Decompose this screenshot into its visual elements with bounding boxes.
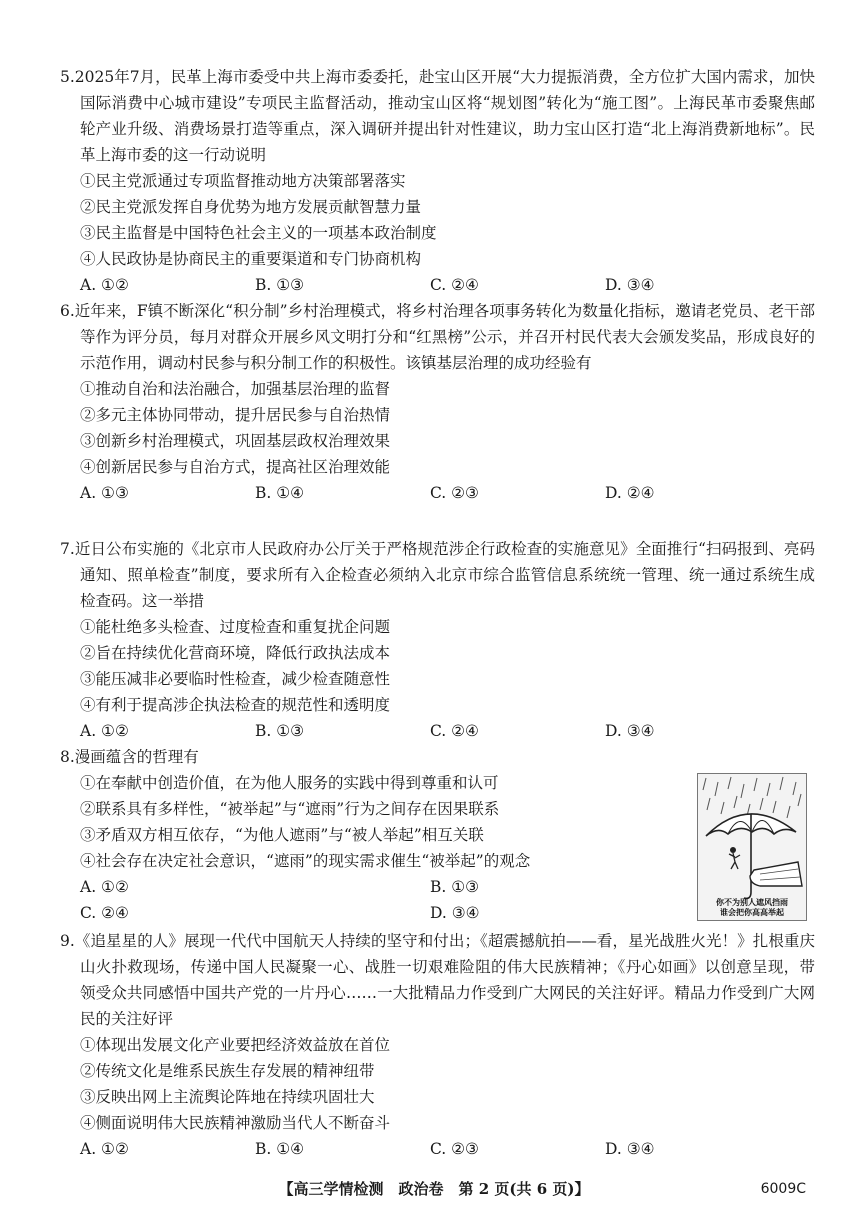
statement-option: ②多元主体协同带动，提升居民参与自治热情 — [80, 406, 391, 424]
statement-option: ②民主党派发挥自身优势为地方发展贡献智慧力量 — [80, 198, 422, 216]
choice-c[interactable]: C. ②③ — [430, 484, 479, 502]
choice-c[interactable]: C. ②④ — [430, 276, 479, 294]
choice-a[interactable]: A. ①② — [80, 722, 129, 740]
statement-option: ②旨在持续优化营商环境，降低行政执法成本 — [80, 644, 391, 662]
statement-option: ④有利于提高涉企执法检查的规范性和透明度 — [80, 696, 391, 714]
statement-option: ③创新乡村治理模式，巩固基层政权治理效果 — [80, 432, 391, 450]
cartoon-caption — [698, 898, 806, 918]
statement-option: ②联系具有多样性，“被举起”与“遮雨”行为之间存在因果联系 — [80, 800, 500, 818]
statement-option: ④侧面说明伟大民族精神激励当代人不断奋斗 — [80, 1114, 391, 1132]
choice-a[interactable]: A. ①② — [80, 1140, 129, 1158]
choice-d[interactable]: D. ②④ — [605, 484, 655, 502]
answer-choices — [60, 1136, 815, 1162]
statement-option: ③矛盾双方相互依存，“为他人遮雨”与“被人举起”相互关联 — [80, 826, 484, 844]
statement-option: ①能杜绝多头检查、过度检查和重复扰企问题 — [80, 618, 391, 636]
choice-b[interactable]: B. ①④ — [255, 484, 305, 502]
cartoon-image — [697, 773, 807, 921]
choice-d[interactable]: D. ③④ — [605, 722, 655, 740]
answer-choices — [60, 480, 815, 506]
rain-icon — [703, 777, 801, 818]
statement-option: ①民主党派通过专项监督推动地方决策部署落实 — [80, 172, 406, 190]
choice-d[interactable]: D. ③④ — [605, 276, 655, 294]
choice-b[interactable]: B. ①③ — [255, 276, 305, 294]
question-stem: 8.漫画蕴含的哲理有 — [60, 748, 199, 766]
page-footer — [0, 1178, 868, 1200]
footer-page-info: 【高三学情检测 政治卷 第 2 页(共 6 页)】 — [278, 1180, 590, 1198]
hand-icon — [750, 862, 802, 886]
question-5 — [60, 64, 815, 298]
footer-code: 6009C — [760, 1181, 806, 1197]
choice-c[interactable]: C. ②④ — [80, 904, 129, 922]
question-stem: 9.《追星星的人》展现一代代中国航天人持续的坚守和付出；《超震撼航拍——看，星光战胜火光！》扎根重庆山火扑救现场，传递中国人民凝聚一心、战胜一切艰难险阻的伟大民族精神；《丹心如画》以创意呈现，带领受众共同感悟中国共产党的一片丹心……一大批精品力作受到广大网民的关注好评。精品力作受到广大网民的关注好评 — [60, 932, 815, 1028]
choice-d[interactable]: D. ③④ — [605, 1140, 655, 1158]
statement-option: ③民主监督是中国特色社会主义的一项基本政治制度 — [80, 224, 437, 242]
small-person-icon — [729, 847, 740, 869]
statement-option: ④社会存在决定社会意识，“遮雨”的现实需求催生“被举起”的观念 — [80, 852, 531, 870]
choice-c[interactable]: C. ②④ — [430, 722, 479, 740]
statement-option: ①在奉献中创造价值，在为他人服务的实践中得到尊重和认可 — [80, 774, 499, 792]
answer-choices — [60, 874, 680, 926]
answer-choices — [60, 272, 815, 298]
question-9 — [60, 928, 815, 1162]
statement-option: ①体现出发展文化产业要把经济效益放在首位 — [80, 1036, 391, 1054]
answer-choices — [60, 718, 815, 744]
statement-option: ③能压减非必要临时性检查，减少检查随意性 — [80, 670, 391, 688]
choice-c[interactable]: C. ②③ — [430, 1140, 479, 1158]
caption-line-2: 谁会把你高高举起 — [720, 908, 784, 917]
question-stem: 6.近年来，F镇不断深化“积分制”乡村治理模式，将乡村治理各项事务转化为数量化指标，邀请老党员、老干部等作为评分员，每月对群众开展乡风文明打分和“红黑榜”公示，并召开村民代表大会颁发奖品，形成良好的示范作用，调动村民参与积分制工作的积极性。该镇基层治理的成功经验有 — [60, 302, 815, 372]
choice-b[interactable]: B. ①③ — [430, 878, 480, 896]
statement-option: ④人民政协是协商民主的重要渠道和专门协商机构 — [80, 250, 422, 268]
choice-d[interactable]: D. ③④ — [430, 904, 480, 922]
choice-a[interactable]: A. ①② — [80, 878, 129, 896]
question-stem: 5.2025年7月，民革上海市委受中共上海市委委托，赴宝山区开展“大力提振消费，全方位扩大国内需求，加快国际消费中心城市建设”专项民主监督活动，推动宝山区将“规划图”转化为“施工图”。上海民革市委聚焦邮轮产业升级、消费场景打造等重点，深入调研并提出针对性建议，助力宝山区打造“北上海消费新地标”。民革上海市委的这一行动说明 — [60, 68, 815, 164]
statement-option: ②传统文化是维系民族生存发展的精神纽带 — [80, 1062, 375, 1080]
statement-option: ④创新居民参与自治方式，提高社区治理效能 — [80, 458, 391, 476]
statement-option: ①推动自治和法治融合，加强基层治理的监督 — [80, 380, 391, 398]
statement-option: ③反映出网上主流舆论阵地在持续巩固壮大 — [80, 1088, 375, 1106]
question-8 — [60, 744, 680, 926]
question-6 — [60, 298, 815, 506]
choice-a[interactable]: A. ①③ — [80, 484, 129, 502]
choice-b[interactable]: B. ①③ — [255, 722, 305, 740]
choice-a[interactable]: A. ①② — [80, 276, 129, 294]
question-7 — [60, 536, 815, 744]
caption-line-1: 你不为别人遮风挡雨 — [716, 898, 788, 907]
question-stem: 7.近日公布实施的《北京市人民政府办公厅关于严格规范涉企行政检查的实施意见》全面推行“扫码报到、亮码通知、照单检查”制度，要求所有入企检查必须纳入北京市综合监管信息系统统一管理、统一通过系统生成检查码。这一举措 — [60, 540, 815, 610]
choice-b[interactable]: B. ①④ — [255, 1140, 305, 1158]
